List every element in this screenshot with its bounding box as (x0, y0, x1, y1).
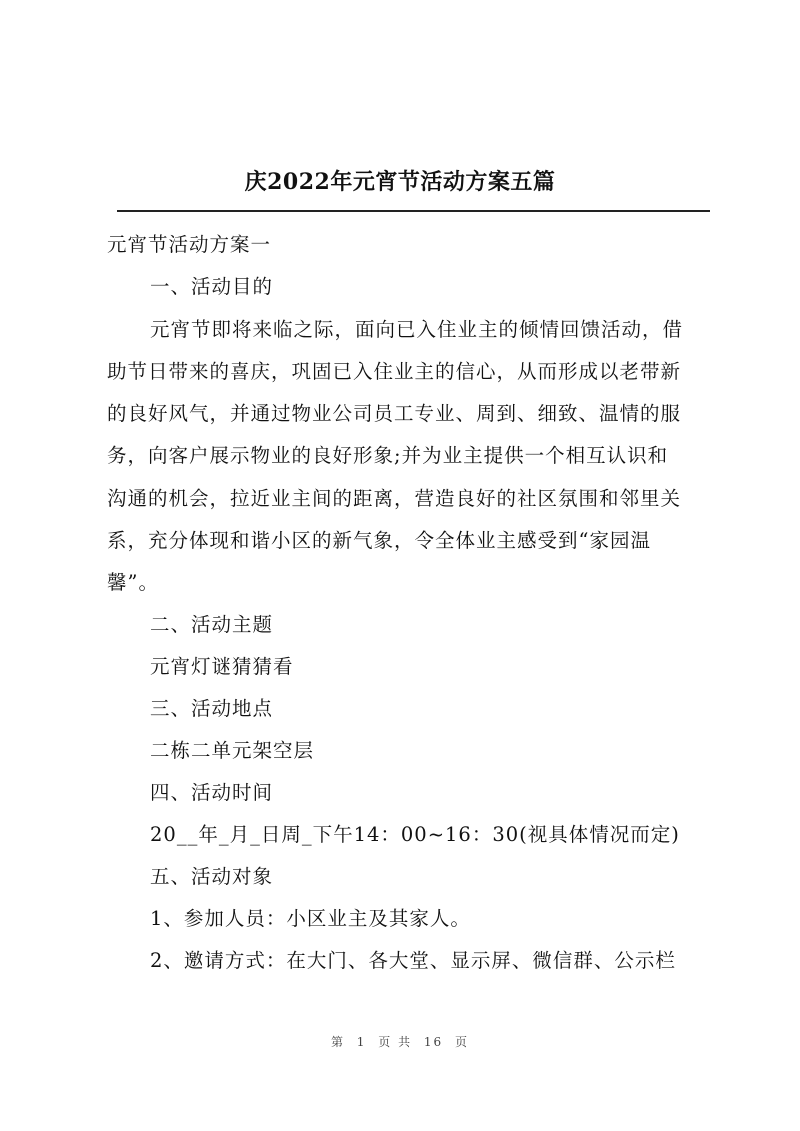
footer-label-of: 页 共 (378, 1035, 413, 1049)
heading-activity-purpose: 一、活动目的 (150, 275, 274, 298)
section-heading-plan-one: 元宵节活动方案一 (107, 233, 272, 256)
time-text: 20__年_月_日周_下午14：00~16：30(视具体情况而定) (150, 823, 680, 846)
heading-activity-location: 三、活动地点 (150, 697, 274, 720)
location-text: 二栋二单元架空层 (150, 739, 315, 762)
title-underline (117, 210, 710, 212)
paragraph-line: 元宵节即将来临之际，面向已入住业主的倾情回馈活动，借 (150, 318, 684, 341)
paragraph-line: 沟通的机会，拉近业主间的距离，营造良好的社区氛围和邻里关 (107, 487, 682, 510)
heading-activity-theme: 二、活动主题 (150, 613, 274, 636)
footer-label-end: 页 (455, 1035, 470, 1049)
paragraph-line: 馨”。 (107, 571, 159, 594)
paragraph-line: 务，向客户展示物业的良好形象;并为业主提供一个相互认识和 (107, 444, 669, 467)
participants-text: 1、参加人员：小区业主及其家人。 (150, 907, 471, 930)
footer-total-pages: 16 (423, 1035, 444, 1049)
paragraph-line: 系，充分体现和谐小区的新气象，令全体业主感受到“家园温 (107, 529, 651, 552)
document-title: 庆2022年元宵节活动方案五篇 (244, 169, 556, 195)
invitation-text: 2、邀请方式：在大门、各大堂、显示屏、微信群、公示栏 (150, 949, 676, 972)
footer-page-number: 1 (356, 1035, 367, 1049)
paragraph-line: 的良好风气，并通过物业公司员工专业、周到、细致、温情的服 (107, 402, 682, 425)
page-footer (0, 1033, 800, 1050)
paragraph-line: 助节日带来的喜庆，巩固已入住业主的信心，从而形成以老带新 (107, 360, 682, 383)
theme-text: 元宵灯谜猜猜看 (150, 655, 294, 678)
footer-label-page: 第 (330, 1035, 345, 1049)
heading-activity-time: 四、活动时间 (150, 781, 274, 804)
heading-activity-audience: 五、活动对象 (150, 865, 274, 888)
